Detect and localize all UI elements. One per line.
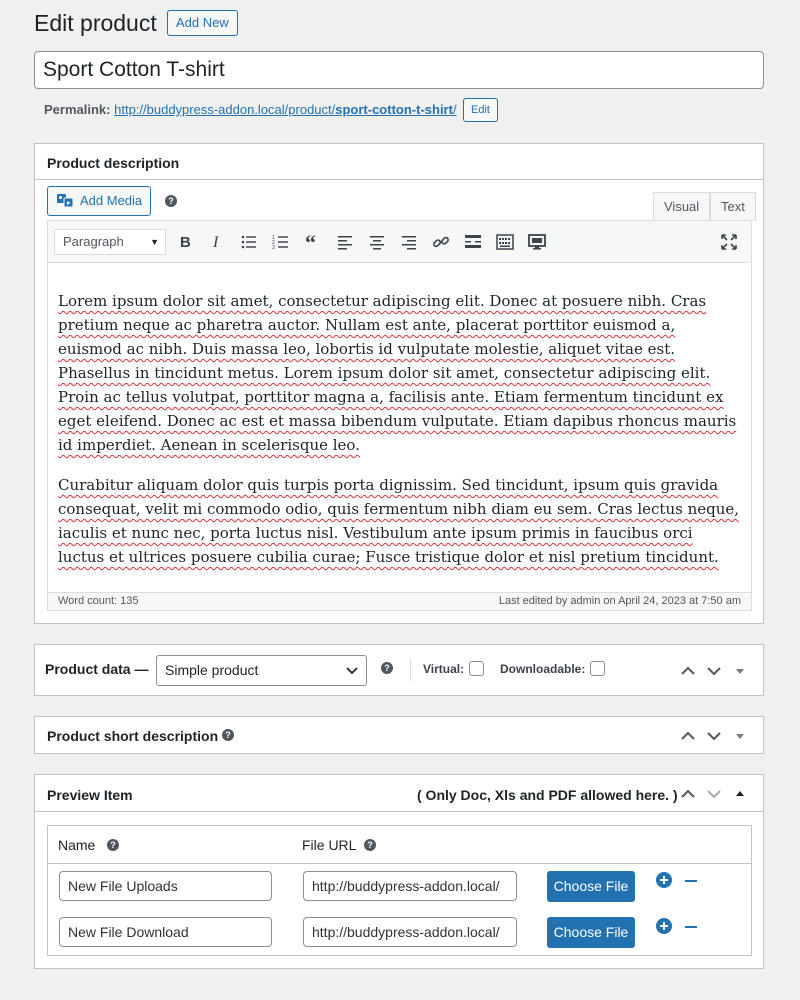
virtual-option: Virtual:	[423, 660, 484, 678]
short-description-box	[34, 716, 764, 754]
description-title: Product description	[47, 155, 180, 171]
help-icon[interactable]: ?	[364, 839, 376, 851]
align-right-icon[interactable]	[398, 231, 420, 253]
paragraph: Curabitur aliquam dolor quis turpis porta dignissim. Sed tincidunt, ipsum quis gravida consequat, velit mi commodo odio, quis fermentum nibh diam eu sem. Cras lectus neque, iaculis et nunc nec, porta luctus nisl. Vestibulum ante ipsum primis in faucibus orci luctus et ultrices posuere cubilia curae; Fusce tristique dolor et nisl pretium tincidunt.	[58, 476, 740, 566]
italic-icon[interactable]	[206, 231, 228, 253]
add-row-icon[interactable]	[656, 872, 672, 888]
virtual-checkbox[interactable]	[469, 661, 484, 676]
file-name-input[interactable]: New File Download	[59, 917, 272, 947]
toggle-panel-icon[interactable]	[732, 728, 748, 744]
divider	[410, 659, 411, 681]
preview-header	[35, 775, 763, 812]
column-name: Name	[58, 837, 96, 853]
fullscreen-icon[interactable]	[718, 231, 740, 253]
svg-text:2: 2	[272, 240, 275, 246]
align-center-icon[interactable]	[366, 231, 388, 253]
choose-file-button[interactable]: Choose File	[547, 917, 635, 948]
add-new-button[interactable]: Add New	[167, 10, 238, 36]
help-icon[interactable]: ?	[222, 729, 234, 741]
permalink-edit-button[interactable]: Edit	[463, 98, 498, 122]
move-down-icon[interactable]	[706, 786, 722, 802]
align-left-icon[interactable]	[334, 231, 356, 253]
product-type-select[interactable]: Simple product	[156, 655, 367, 686]
move-up-icon[interactable]	[680, 728, 696, 744]
chevron-down-icon	[346, 666, 358, 676]
page-title: Edit product	[34, 10, 157, 36]
downloadable-checkbox[interactable]	[590, 661, 605, 676]
embed-icon[interactable]	[526, 231, 548, 253]
chevron-down-icon: ▼	[150, 237, 159, 247]
short-description-title: Product short description	[47, 728, 219, 744]
numbered-list-icon[interactable]	[270, 231, 292, 253]
tab-visual[interactable]: Visual	[653, 192, 710, 221]
move-down-icon[interactable]	[706, 663, 722, 679]
add-row-icon[interactable]	[656, 918, 672, 934]
format-select[interactable]: Paragraph ▼	[54, 229, 166, 255]
move-up-icon[interactable]	[680, 663, 696, 679]
media-icon	[56, 190, 74, 206]
table-header	[48, 826, 751, 864]
tab-text[interactable]: Text	[710, 192, 756, 221]
column-file-url: File URL	[302, 837, 357, 853]
word-count: Word count: 135	[58, 595, 139, 607]
product-title-input[interactable]: Sport Cotton T-shirt	[34, 51, 764, 89]
svg-text:3: 3	[272, 245, 275, 251]
file-url-input[interactable]: http://buddypress-addon.local/	[303, 917, 517, 947]
product-data-title: Product data —	[45, 661, 149, 677]
last-edited: Last edited by admin on April 24, 2023 at 7:50 am	[498, 595, 741, 607]
svg-text:B: B	[180, 234, 191, 251]
toggle-panel-icon[interactable]	[732, 663, 748, 679]
permalink-link[interactable]: http://buddypress-addon.local/product/sport-cotton-t-shirt/	[114, 102, 457, 117]
remove-row-icon[interactable]	[685, 926, 697, 928]
toolbar-toggle-icon[interactable]	[494, 231, 516, 253]
add-media-button[interactable]: Add Media	[47, 186, 151, 216]
editor-toolbar	[48, 221, 751, 263]
preview-title: Preview Item	[47, 787, 133, 803]
description-header	[35, 144, 763, 180]
preview-note: ( Only Doc, Xls and PDF allowed here. )	[417, 787, 678, 803]
editor-statusbar	[48, 592, 751, 610]
paragraph: Lorem ipsum dolor sit amet, consectetur adipiscing elit. Donec at posuere nibh. Cras pretium neque ac pharetra auctor. Nullam est ante, placerat porttitor euismod a, euismod ac nibh. Duis massa leo, lobortis id vulputate molestie, aliquet vitae est. Phasellus in tincidunt metus. Lorem ipsum dolor sit amet, consectetur adipiscing elit. Proin ac tellus volutpat, porttitor magna a, facilisis ante. Etiam fermentum tincidunt ex eget eleifend. Donec ac est et massa bibendum vulputate. Etiam dapibus rhoncus mauris id imperdiet. Aenean in scelerisque leo.	[58, 292, 737, 454]
help-icon[interactable]: ?	[165, 195, 177, 207]
file-table	[47, 825, 752, 956]
svg-text:1: 1	[272, 235, 275, 241]
move-down-icon[interactable]	[706, 728, 722, 744]
preview-item-box	[34, 774, 764, 969]
editor-content[interactable]	[48, 263, 751, 594]
permalink	[44, 100, 457, 120]
bullet-list-icon[interactable]	[238, 231, 260, 253]
help-icon[interactable]: ?	[381, 662, 393, 674]
svg-text:“: “	[305, 233, 316, 251]
remove-row-icon[interactable]	[685, 880, 697, 882]
bold-icon[interactable]	[174, 231, 196, 253]
toggle-panel-icon[interactable]	[732, 786, 748, 802]
permalink-label: Permalink:	[44, 102, 111, 117]
downloadable-option: Downloadable:	[500, 660, 605, 678]
blockquote-icon[interactable]	[302, 231, 324, 253]
svg-text:I: I	[213, 234, 219, 251]
product-description-box	[34, 143, 764, 624]
file-name-input[interactable]: New File Uploads	[59, 871, 272, 901]
choose-file-button[interactable]: Choose File	[547, 871, 635, 902]
read-more-icon[interactable]	[462, 231, 484, 253]
help-icon[interactable]: ?	[107, 839, 119, 851]
product-data-box	[34, 644, 764, 696]
move-up-icon[interactable]	[680, 786, 696, 802]
file-url-input[interactable]: http://buddypress-addon.local/	[303, 871, 517, 901]
link-icon[interactable]	[430, 231, 452, 253]
editor	[47, 220, 752, 611]
